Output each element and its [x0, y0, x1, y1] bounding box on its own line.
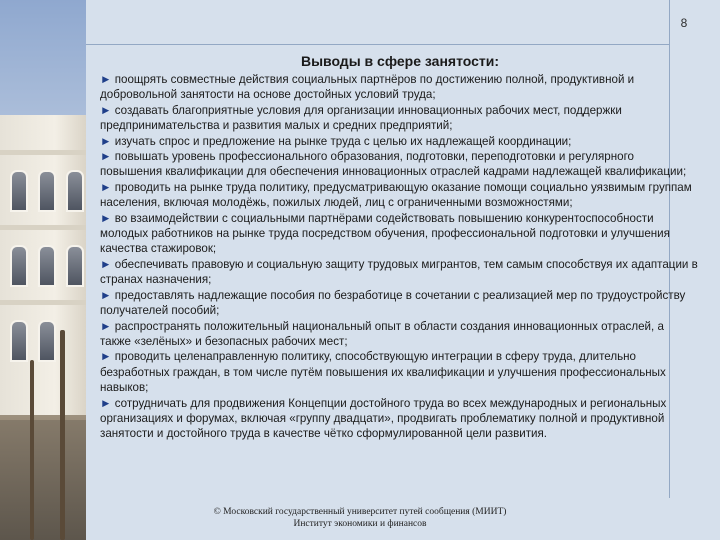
list-item-text: повышать уровень профессионального образования, подготовки, переподготовки и регулярного повышения квалификации для обеспечения инновационных отраслей кадрами надлежащей квалификации;: [100, 150, 687, 179]
slide-title: Выводы в сфере занятости:: [300, 53, 500, 69]
triangle-bullet-icon: ►: [100, 134, 112, 148]
list-item-text: проводить на рынке труда политику, предусматривающую оказание помощи социально уязвимым группам населения, включая молодёжь, пожилых людей, лиц с ограниченными возможностями;: [100, 180, 692, 210]
triangle-bullet-icon: ►: [100, 103, 112, 117]
list-item-text: поощрять совместные действия социальных партнёров по достижению полной, продуктивной и добровольной занятости на основе достойных условий труда;: [100, 73, 635, 102]
list-item-text: во взаимодействии с социальными партнёрами содействовать повышению конкурентоспособности молодых работников на рынке труда посредством обучения, профессиональной подготовки и улучшения качества стажировок;: [100, 211, 670, 256]
cornice: [0, 150, 100, 155]
list-item: [100, 319, 698, 350]
list-item-text: предоставлять надлежащие пособия по безработице в сочетании с реализацией мер по трудоустройству получателей пособий;: [100, 288, 686, 318]
list-item: [100, 149, 698, 180]
list-item: [100, 396, 698, 442]
ground: [0, 420, 100, 540]
list-item: [100, 288, 698, 319]
triangle-bullet-icon: ►: [100, 288, 112, 302]
triangle-bullet-icon: ►: [100, 73, 112, 86]
triangle-bullet-icon: ►: [100, 350, 112, 364]
footer-institute: Институт экономики и финансов: [293, 519, 427, 529]
window: [10, 245, 28, 287]
cornice: [0, 300, 100, 305]
window: [66, 245, 84, 287]
conclusions-list: [100, 72, 698, 442]
list-item: [100, 349, 698, 395]
triangle-bullet-icon: ►: [100, 319, 112, 333]
footer: [150, 506, 570, 530]
tree-trunk: [60, 330, 65, 540]
cornice: [0, 225, 100, 230]
triangle-bullet-icon: ►: [100, 396, 112, 410]
building-photo: [0, 0, 100, 540]
header-divider: [86, 44, 670, 45]
list-item-text: обеспечивать правовую и социальную защиту трудовых мигрантов, тем самым способствуя их адаптации в странах назначения;: [100, 257, 698, 287]
window: [38, 245, 56, 287]
list-item-text: сотрудничать для продвижения Концепции достойного труда во всех международных и региональных организациях и форумах, включая «группу двадцати», продвигать проблематику полной и продуктивной занятости и достойного труда в качестве чётко сформулированной цели развития.: [100, 396, 667, 441]
triangle-bullet-icon: ►: [100, 150, 112, 164]
list-item: [100, 257, 698, 288]
list-item: [100, 180, 698, 211]
list-item-text: создавать благоприятные условия для организации инновационных рабочих мест, поддержки предпринимательства и развития малых и средних предприятий;: [100, 103, 622, 133]
window: [10, 170, 28, 212]
footer-copyright: © Московский государственный университет путей сообщения (МИИТ): [213, 507, 507, 517]
page-number: 8: [680, 16, 688, 30]
list-item: [100, 134, 698, 149]
window: [66, 170, 84, 212]
triangle-bullet-icon: ►: [100, 180, 112, 194]
triangle-bullet-icon: ►: [100, 211, 112, 225]
list-item: [100, 72, 698, 103]
list-item: [100, 103, 698, 134]
list-item-text: распространять положительный национальный опыт в области создания инновационных отраслей, а также «зелёных» и безопасных рабочих мест;: [100, 319, 664, 348]
list-item-text: проводить целенаправленную политику, способствующую интеграции в сферу труда, длительно безработных граждан, в том числе путём повышения их квалификации и улучшения профессиональных навыков;: [100, 350, 666, 395]
list-item: [100, 211, 698, 257]
window: [10, 320, 28, 362]
window: [38, 170, 56, 212]
list-item-text: изучать спрос и предложение на рынке труда с целью их надлежащей координации;: [114, 134, 572, 148]
triangle-bullet-icon: ►: [100, 257, 112, 271]
window: [38, 320, 56, 362]
tree-trunk: [30, 360, 34, 540]
